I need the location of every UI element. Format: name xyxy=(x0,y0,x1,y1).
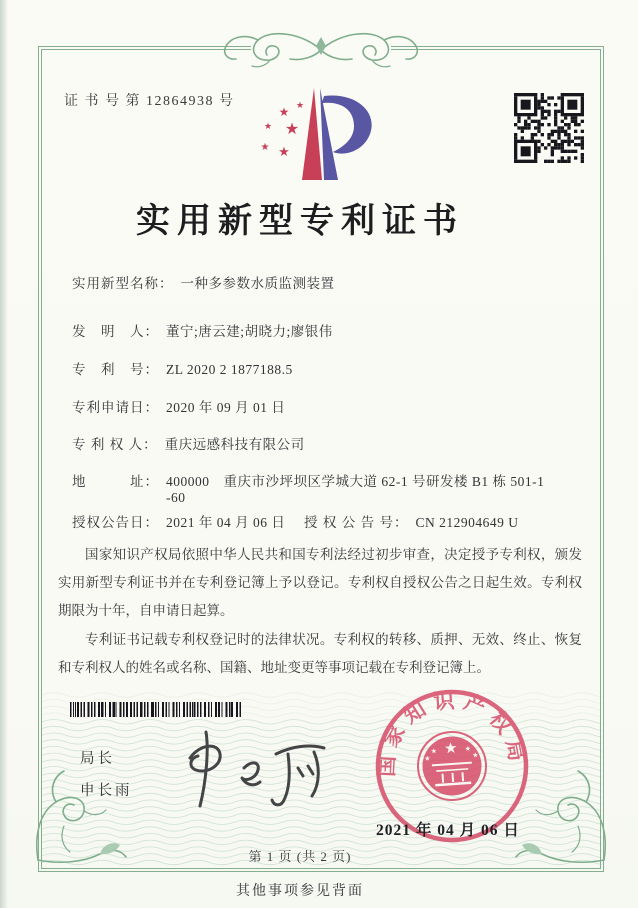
address-line-1: 400000 重庆市沙坪坝区学城大道 62-1 号研发楼 B1 栋 501-1 xyxy=(166,474,545,489)
field-label: 地 址： xyxy=(72,474,159,489)
signer-name: 申长雨 xyxy=(80,783,133,799)
scan-edge-shadow xyxy=(0,0,8,908)
field-value: 2020 年 09 月 01 日 xyxy=(166,400,286,415)
page-indicator: 第 1 页 (共 2 页) xyxy=(248,849,352,864)
field-row-inventor xyxy=(72,320,333,340)
field-label: 专利申请日： xyxy=(72,400,159,415)
certificate-title: 实用新型专利证书 xyxy=(136,203,464,240)
field-label: 授 权 公 告 号： xyxy=(304,515,409,530)
field-row-grant-date xyxy=(72,511,285,531)
field-value: ZL 2020 2 1877188.5 xyxy=(166,362,293,377)
svg-text:★: ★ xyxy=(471,751,479,760)
field-label: 专 利 权 人： xyxy=(72,437,158,452)
field-row-patentee xyxy=(72,433,305,453)
svg-text:★: ★ xyxy=(424,754,431,763)
top-border-ornament xyxy=(206,26,436,70)
svg-text:★: ★ xyxy=(295,100,305,110)
signature-script-icon xyxy=(148,724,333,814)
cnipa-logo-icon xyxy=(250,84,395,189)
svg-text:★: ★ xyxy=(263,121,273,131)
svg-text:★: ★ xyxy=(443,740,459,758)
field-value: CN 212904649 U xyxy=(415,515,519,530)
field-value: 一种多参数水质监测装置 xyxy=(180,276,335,291)
certificate-number: 证 书 号 第 12864938 号 xyxy=(64,94,235,109)
seal-agency-text: 国家知识产权局 xyxy=(374,688,531,778)
field-row-address xyxy=(72,470,586,506)
certificate-body xyxy=(58,541,582,682)
svg-text:★: ★ xyxy=(278,105,290,119)
field-label: 实用新型名称： xyxy=(72,276,174,291)
field-label: 专 利 号： xyxy=(72,362,159,377)
field-value: 董宁;唐云建;胡晓力;廖银伟 xyxy=(166,324,333,339)
logo-stars xyxy=(261,100,305,159)
address-line-2: -60 xyxy=(166,490,186,505)
svg-text:★: ★ xyxy=(284,121,300,138)
field-row-grant-number xyxy=(304,511,519,531)
svg-text:★: ★ xyxy=(260,142,270,153)
svg-text:★: ★ xyxy=(278,144,290,159)
barcode xyxy=(70,702,242,717)
svg-text:★: ★ xyxy=(430,747,438,756)
svg-text:★: ★ xyxy=(464,744,472,754)
grant-paragraph: 国家知识产权局依照中华人民共和国专利法经过初步审查，决定授予专利权，颁发实用新型专利证书并在专利登记簿上予以登记。专利权自授权公告之日起生效。专利权期限为十年，自申请日起算。 xyxy=(58,547,582,619)
back-note: 其他事项参见背面 xyxy=(236,884,364,899)
logo-red-wedge xyxy=(302,88,322,180)
national-emblem-icon xyxy=(416,730,489,803)
field-value xyxy=(166,470,586,506)
signer-role: 局长 xyxy=(80,751,115,767)
field-label: 授权公告日： xyxy=(72,515,159,530)
field-value: 重庆远感科技有限公司 xyxy=(164,437,305,452)
seal-date: 2021 年 04 月 06 日 xyxy=(376,822,520,839)
field-row-utility-name xyxy=(72,272,335,292)
field-label: 发 明 人： xyxy=(72,324,159,339)
field-row-patent-number xyxy=(72,358,293,378)
field-row-filing-date xyxy=(72,396,285,416)
qr-code xyxy=(514,93,584,163)
field-value: 2021 年 04 月 06 日 xyxy=(166,515,286,530)
legal-paragraph: 专利证书记载专利权登记时的法律状况。专利权的转移、质押、无效、终止、恢复和专利权人的姓名或名称、国籍、地址变更等事项记载在专利登记簿上。 xyxy=(58,631,582,675)
